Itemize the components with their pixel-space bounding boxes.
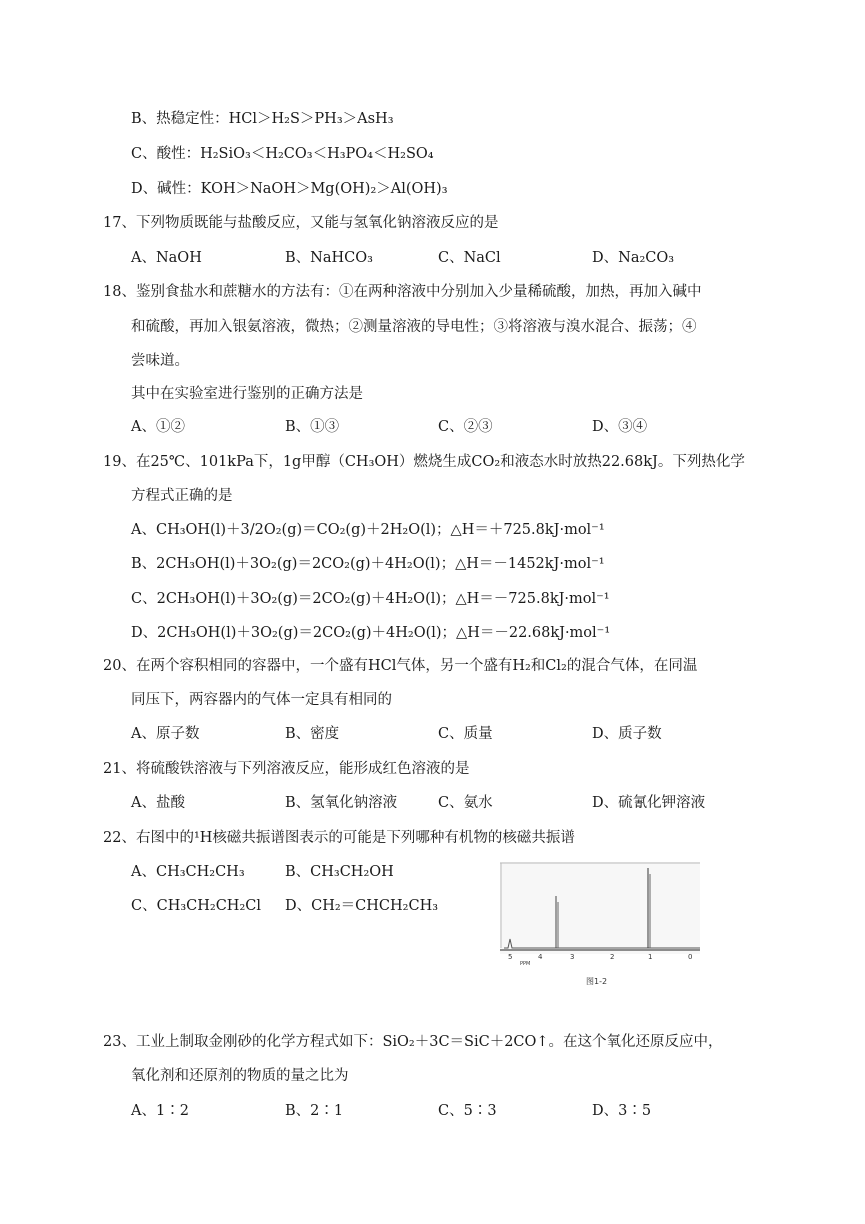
- q16-option-b: B、热稳定性：HCl＞H₂S＞PH₃＞AsH₃: [131, 111, 394, 127]
- q21-option-b: B、氢氧化钠溶液: [285, 795, 398, 811]
- q23-option-a: A、1∶2: [131, 1103, 189, 1119]
- q18-stem-line2: 和硫酸，再加入银氨溶液，微热；②测量溶液的导电性；③将溶液与溴水混合、振荡；④: [131, 319, 697, 335]
- q18-option-c: C、②③: [438, 419, 493, 435]
- q21-option-d: D、硫氰化钾溶液: [592, 795, 706, 811]
- q17-option-c: C、NaCl: [438, 250, 501, 266]
- q23-option-d: D、3∶5: [592, 1103, 652, 1119]
- tick-2: 2: [610, 953, 615, 961]
- q18-stem-line4: 其中在实验室进行鉴别的正确方法是: [131, 386, 363, 402]
- q18-option-a: A、①②: [131, 419, 185, 435]
- q23-option-b: B、2∶1: [285, 1103, 344, 1119]
- q19-option-b: B、2CH₃OH(l)＋3O₂(g)＝2CO₂(g)＋4H₂O(l)；△H＝－1452kJ·mol⁻¹: [131, 556, 605, 572]
- q19-option-a: A、CH₃OH(l)＋3/2O₂(g)＝CO₂(g)＋2H₂O(l)；△H＝＋725.8kJ·mol⁻¹: [131, 522, 605, 538]
- q17-option-b: B、NaHCO₃: [285, 250, 373, 266]
- nmr-spectrum-figure: [500, 862, 700, 990]
- q19-stem-line1: 19、在25℃、101kPa下，1g甲醇（CH₃OH）燃烧生成CO₂和液态水时放热22.68kJ。下列热化学: [103, 454, 745, 470]
- q22-option-a: A、CH₃CH₂CH₃: [131, 864, 245, 880]
- q17-option-d: D、Na₂CO₃: [592, 250, 675, 266]
- q21-stem: 21、将硫酸铁溶液与下列溶液反应，能形成红色溶液的是: [103, 761, 470, 777]
- q17-stem: 17、下列物质既能与盐酸反应，又能与氢氧化钠溶液反应的是: [103, 215, 499, 231]
- tick-1: 1: [648, 953, 653, 961]
- q21-option-a: A、盐酸: [131, 795, 185, 811]
- q23-stem-line2: 氧化剂和还原剂的物质的量之比为: [131, 1068, 349, 1084]
- figure-caption: 图1-2: [586, 977, 608, 986]
- q18-stem-line3: 尝味道。: [131, 353, 189, 369]
- q20-option-a: A、原子数: [131, 726, 200, 742]
- q20-option-b: B、密度: [285, 726, 340, 742]
- q22-option-c: C、CH₃CH₂CH₂Cl: [131, 898, 261, 914]
- tick-4: 4: [538, 953, 543, 961]
- q20-option-c: C、质量: [438, 726, 493, 742]
- q22-option-d: D、CH₂＝CHCH₂CH₃: [285, 898, 439, 914]
- q19-option-d: D、2CH₃OH(l)＋3O₂(g)＝2CO₂(g)＋4H₂O(l)；△H＝－22.68kJ·mol⁻¹: [131, 625, 611, 641]
- q20-stem-line1: 20、在两个容积相同的容器中，一个盛有HCl气体，另一个盛有H₂和Cl₂的混合气体，在同温: [103, 658, 698, 674]
- nmr-spectrum-svg: [500, 862, 700, 990]
- q16-option-c: C、酸性：H₂SiO₃＜H₂CO₃＜H₃PO₄＜H₂SO₄: [131, 146, 434, 162]
- q19-option-c: C、2CH₃OH(l)＋3O₂(g)＝2CO₂(g)＋4H₂O(l)；△H＝－725.8kJ·mol⁻¹: [131, 591, 610, 607]
- spectrum-frame: [500, 862, 700, 954]
- tick-3: 3: [570, 953, 575, 961]
- q20-stem-line2: 同压下，两容器内的气体一定具有相同的: [131, 692, 392, 708]
- q23-option-c: C、5∶3: [438, 1103, 497, 1119]
- q22-stem: 22、右图中的¹H核磁共振谱图表示的可能是下列哪种有机物的核磁共振谱: [103, 830, 575, 846]
- tick-5: 5: [508, 953, 513, 961]
- q18-stem-line1: 18、鉴别食盐水和蔗糖水的方法有：①在两种溶液中分别加入少量稀硫酸，加热，再加入碱中: [103, 284, 702, 300]
- q21-option-c: C、氨水: [438, 795, 493, 811]
- tick-0: 0: [688, 953, 693, 961]
- axis-unit-ppm: PPM: [520, 961, 531, 967]
- q20-option-d: D、质子数: [592, 726, 662, 742]
- q19-stem-line2: 方程式正确的是: [131, 488, 233, 504]
- q17-option-a: A、NaOH: [131, 250, 202, 266]
- q18-option-b: B、①③: [285, 419, 340, 435]
- q18-option-d: D、③④: [592, 419, 648, 435]
- q23-stem-line1: 23、工业上制取金刚砂的化学方程式如下：SiO₂＋3C＝SiC＋2CO↑。在这个氧化还原反应中，: [103, 1034, 723, 1050]
- q16-option-d: D、碱性：KOH＞NaOH＞Mg(OH)₂＞Al(OH)₃: [131, 181, 448, 197]
- q22-option-b: B、CH₃CH₂OH: [285, 864, 394, 880]
